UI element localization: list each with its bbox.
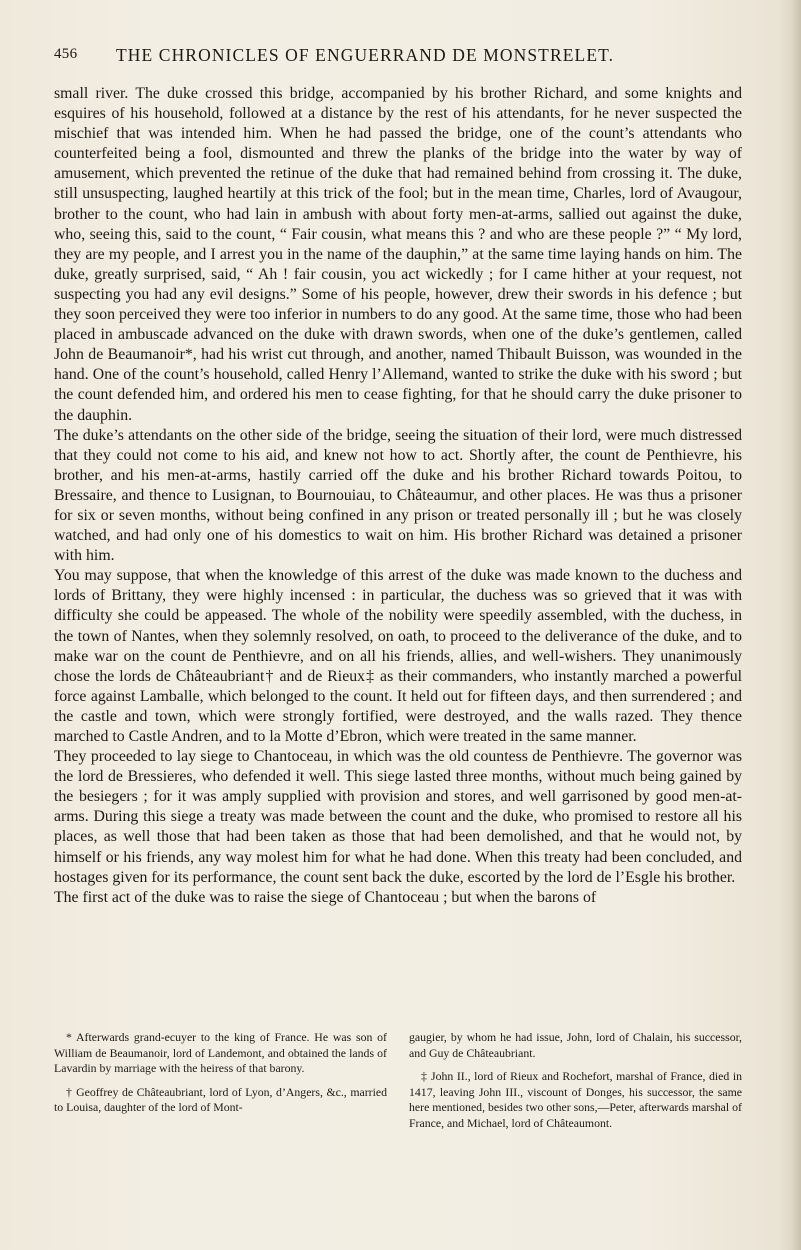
footnote-continuation: gaugier, by whom he had issue, John, lord of Chalain, his successor, and Guy de Châteaubriant.: [409, 1030, 742, 1060]
footnote: † Geoffrey de Châteaubriant, lord of Lyon, d’Angers, &c., married to Louisa, daughter of the lord of Mont-: [54, 1084, 387, 1115]
paragraph: The first act of the duke was to raise the siege of Chantoceau ; but when the barons of: [54, 888, 597, 906]
footnotes-right-column: [409, 1030, 742, 1140]
page-header: [54, 46, 738, 70]
paragraph: You may suppose, that when the knowledge of this arrest of the duke was made known to the duchess and lords of Brittany, they were highly incensed : in particular, the duchess was so grieved that it was with difficulty she could be appeased. The whole of the nobility were speedily assembled, with the duchess, in the town of Nantes, when they solemnly resolved, on oath, to proceed to the deliverance of the duke, and to make war on the count de Penthievre, and on all his friends, allies, and well-wishers. They unanimously chose the lords de Châteaubriant† and de Rieux‡ as their commanders, who instantly marched a powerful force against Lamballe, which belonged to the count. It held out for fifteen days, and then surrendered ; and the castle and town, which were strongly fortified, were destroyed, and the walls razed. They thence marched to Castle Andren, and to la Motte d’Ebron, which were treated in the same manner.: [54, 567, 742, 745]
paragraph: They proceeded to lay siege to Chantoceau, in which was the old countess de Penthievre. The governor was the lord de Bressieres, who defended it well. This siege lasted three months, without much being gained by the besiegers ; for it was amply supplied with provision and stores, and well garrisoned by good men-at-arms. During this siege a treaty was made between the count and the duke, who promised to restore all his places, as well those that had been taken as those that had been demolished, and that he would not, by himself or his friends, any way molest him for what he had done. When this treaty had been concluded, and hostages given for its performance, the count sent back the duke, escorted by the lord de l’Esgle his brother.: [54, 748, 742, 886]
main-text: [54, 84, 742, 908]
footnote: ‡ John II., lord of Rieux and Rochefort, marshal of France, died in 1417, leaving John III., viscount of Donges, his successor, the same here mentioned, besides two other sons,—Peter, afterwards marshal of France, and Michael, lord of Châteaumont.: [409, 1069, 742, 1130]
page-edge-shadow: [779, 0, 801, 1250]
footnote: * Afterwards grand-ecuyer to the king of France. He was son of William de Beaumanoir, lord of Landemont, and obtained the lands of Lavardin by marriage with the heiress of that barony.: [54, 1030, 387, 1076]
page-number: 456: [54, 46, 78, 62]
running-title: THE CHRONICLES OF ENGUERRAND DE MONSTRELET.: [116, 45, 615, 65]
paragraph: The duke’s attendants on the other side of the bridge, seeing the situation of their lord, were much distressed that they could not come to his aid, and knew not how to act. Shortly after, the count de Penthievre, his brother, and his men-at-arms, hastily carried off the duke and his brother Richard towards Poitou, to Bressaire, and thence to Lusignan, to Bournouiau, to Châteaumur, and other places. He was thus a prisoner for six or seven months, without being confined in any prison or treated personally ill ; but he was closely watched, and had only one of his domestics to wait on him. His brother Richard was detained a prisoner with him.: [54, 426, 742, 565]
paragraph: small river. The duke crossed this bridge, accompanied by his brother Richard, and some knights and esquires of his household, followed at a distance by the rest of his attendants, for he never suspected the mischief that was intended him. When he had passed the bridge, one of the count’s attendants who counterfeited being a fool, dismounted and threw the planks of the bridge into the water by way of amusement, which prevented the retinue of the duke that had remained behind from crossing it. The duke, still unsuspecting, laughed heartily at this trick of the fool; but in the mean time, Charles, lord of Avaugour, brother to the count, who had lain in ambush with about forty men-at-arms, sallied out against the duke, who, seeing this, said to the count, “ Fair cousin, what means this ? and who are these people ?” “ My lord, they are my people, and I arrest you in the name of the dauphin,” at the same time laying hands on him. The duke, greatly surprised, said, “ Ah ! fair cousin, you act wickedly ; for I came hither at your request, not suspecting you had any evil designs.” Some of his people, however, drew their swords in his defence ; but they soon perceived they were too inferior in numbers to do any good. At the same time, those who had been placed in ambuscade advanced on the duke with drawn swords, when one of the duke’s gentlemen, called John de Beaumanoir*, had his wrist cut through, and another, named Thibault Buisson, was wounded in the hand. One of the count’s household, called Henry l’Allemand, wanted to strike the duke with his sword ; but the count defended him, and ordered his men to cease fighting, for that he should carry the duke prisoner to the dauphin.: [54, 85, 742, 424]
footnotes-left-column: [54, 1030, 387, 1124]
footnotes: [54, 1030, 742, 1210]
